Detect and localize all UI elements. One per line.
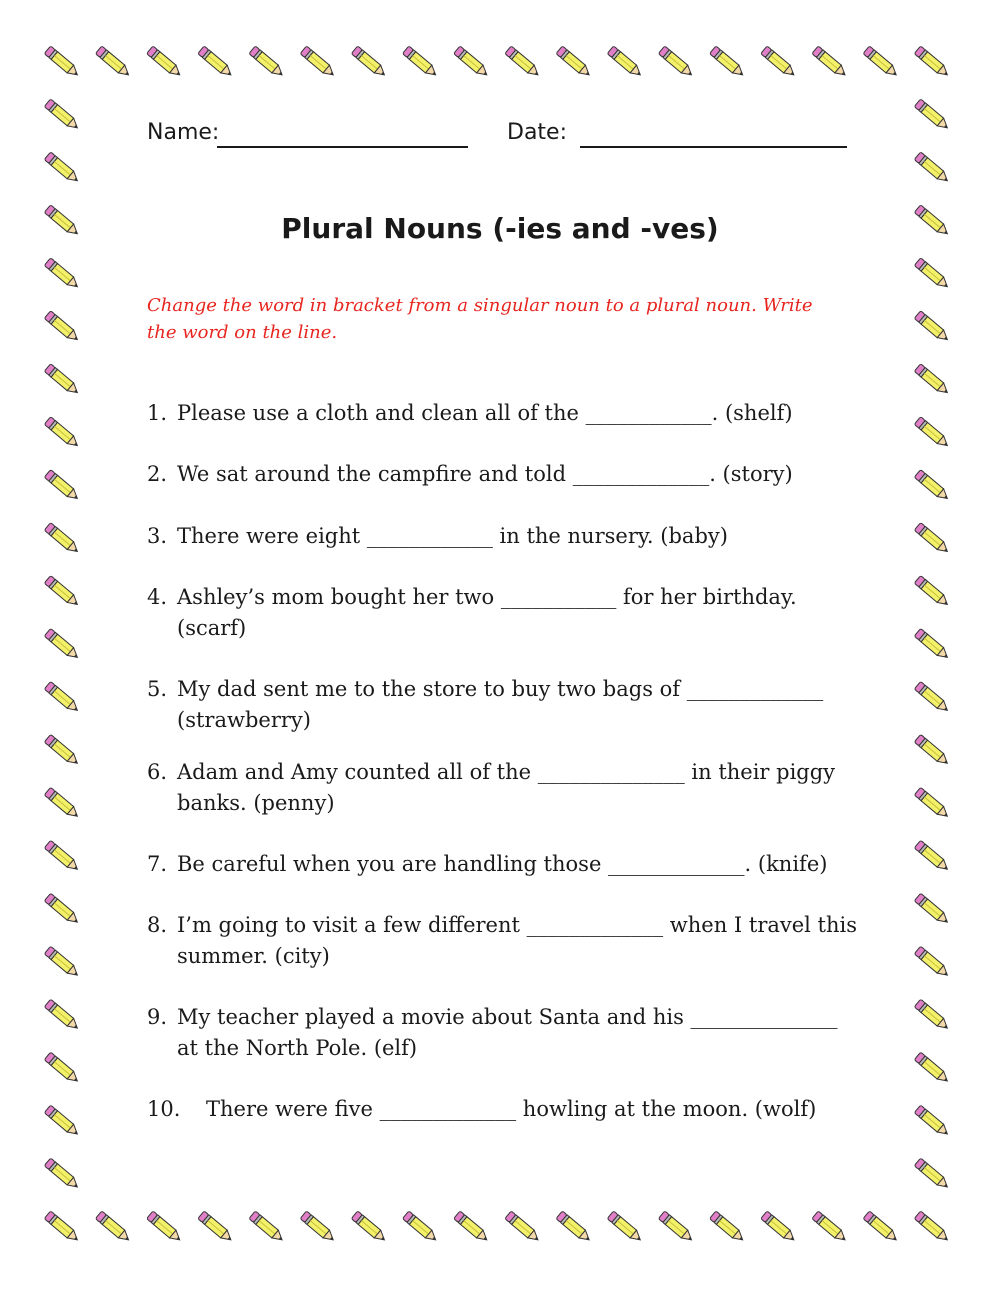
pencil-icon: [914, 470, 950, 503]
pencil-icon: [914, 1105, 950, 1138]
pencil-icon: [249, 1211, 285, 1244]
question-text: I’m going to visit a few different _____________ when I travel this summer. (city): [177, 913, 858, 968]
question-9: [147, 1002, 862, 1064]
pencil-icon: [914, 46, 950, 79]
pencil-icon: [44, 1052, 80, 1085]
question-text: My dad sent me to the store to buy two bags of _____________ (strawberry): [177, 677, 824, 732]
question-5: [147, 674, 862, 736]
pencil-icon: [658, 46, 694, 79]
pencil-icon: [505, 1211, 541, 1244]
pencil-icon: [300, 1211, 336, 1244]
pencil-icon: [44, 946, 80, 979]
pencil-icon: [44, 576, 80, 609]
pencil-icon: [914, 1158, 950, 1191]
pencil-icon: [505, 46, 541, 79]
pencil-icon: [914, 258, 950, 291]
pencil-icon: [44, 152, 80, 185]
pencil-icon: [710, 46, 746, 79]
page-title: Plural Nouns (-ies and -ves): [281, 212, 719, 245]
name-field-line[interactable]: [217, 146, 468, 148]
pencil-icon: [863, 1211, 899, 1244]
question-number: 1.: [147, 401, 168, 425]
pencil-icon: [44, 470, 80, 503]
question-text: Ashley’s mom bought her two ___________ for her birthday. (scarf): [177, 585, 797, 640]
pencil-icon: [914, 893, 950, 926]
question-number: 2.: [147, 462, 168, 486]
pencil-icon: [44, 1211, 80, 1244]
pencil-icon: [44, 1105, 80, 1138]
question-1: [147, 398, 862, 429]
pencil-icon: [44, 681, 80, 714]
pencil-icon: [44, 893, 80, 926]
pencil-icon: [198, 46, 234, 79]
pencil-icon: [914, 152, 950, 185]
pencil-icon: [914, 999, 950, 1032]
pencil-icon: [44, 258, 80, 291]
instructions-text: Change the word in bracket from a singular noun to a plural noun. Write the word on the line.: [147, 295, 813, 343]
question-text: There were five _____________ howling at the moon. (wolf): [206, 1097, 817, 1121]
pencil-icon: [351, 46, 387, 79]
pencil-icon: [914, 99, 950, 132]
name-label: Name:: [147, 120, 220, 145]
pencil-icon: [44, 99, 80, 132]
pencil-icon: [44, 364, 80, 397]
question-7: [147, 849, 862, 880]
pencil-icon: [914, 417, 950, 450]
name-date-header: [147, 120, 867, 156]
question-4: [147, 582, 862, 644]
question-number: 6.: [147, 760, 168, 784]
question-text: Adam and Amy counted all of the ______________ in their piggy banks. (penny): [177, 760, 836, 815]
pencil-icon: [914, 787, 950, 820]
question-10: [147, 1094, 862, 1125]
date-label: Date:: [507, 120, 567, 145]
pencil-icon: [44, 999, 80, 1032]
question-text: Be careful when you are handling those _____________. (knife): [177, 852, 828, 876]
question-2: [147, 459, 862, 490]
pencil-icon: [914, 946, 950, 979]
pencil-icon: [147, 46, 183, 79]
pencil-icon: [914, 576, 950, 609]
pencil-icon: [44, 1158, 80, 1191]
pencil-icon: [812, 46, 848, 79]
pencil-icon: [44, 628, 80, 661]
pencil-icon: [351, 1211, 387, 1244]
pencil-icon: [249, 46, 285, 79]
question-3: [147, 521, 862, 552]
question-number: 3.: [147, 524, 168, 548]
date-field-line[interactable]: [580, 146, 847, 148]
pencil-icon: [95, 1211, 131, 1244]
question-number: 9.: [147, 1005, 168, 1029]
pencil-icon: [761, 1211, 797, 1244]
pencil-icon: [402, 46, 438, 79]
pencil-icon: [914, 734, 950, 767]
pencil-icon: [710, 1211, 746, 1244]
pencil-icon: [44, 46, 80, 79]
pencil-icon: [863, 46, 899, 79]
pencil-icon: [95, 46, 131, 79]
pencil-icon: [607, 46, 643, 79]
pencil-icon: [556, 46, 592, 79]
pencil-icon: [914, 1052, 950, 1085]
question-text: Please use a cloth and clean all of the ____________. (shelf): [177, 401, 793, 425]
question-text: There were eight ____________ in the nursery. (baby): [177, 524, 728, 548]
question-text: My teacher played a movie about Santa and his ______________ at the North Pole. (elf): [177, 1005, 838, 1060]
pencil-icon: [761, 46, 797, 79]
pencil-icon: [44, 523, 80, 556]
pencil-icon: [300, 46, 336, 79]
pencil-icon: [44, 840, 80, 873]
pencil-icon: [454, 1211, 490, 1244]
question-number: 7.: [147, 852, 168, 876]
pencil-icon: [914, 311, 950, 344]
question-text: We sat around the campfire and told _____________. (story): [177, 462, 793, 486]
question-6: [147, 757, 862, 819]
question-number: 5.: [147, 677, 168, 701]
pencil-icon: [44, 787, 80, 820]
pencil-icon: [658, 1211, 694, 1244]
pencil-icon: [914, 1211, 950, 1244]
pencil-icon: [914, 523, 950, 556]
pencil-icon: [607, 1211, 643, 1244]
pencil-icon: [44, 734, 80, 767]
question-number: 10.: [147, 1097, 181, 1121]
question-number: 4.: [147, 585, 168, 609]
question-number: 8.: [147, 913, 168, 937]
pencil-icon: [44, 417, 80, 450]
pencil-icon: [914, 840, 950, 873]
pencil-icon: [147, 1211, 183, 1244]
pencil-icon: [914, 681, 950, 714]
pencil-icon: [556, 1211, 592, 1244]
pencil-icon: [198, 1211, 234, 1244]
pencil-icon: [44, 311, 80, 344]
pencil-icon: [402, 1211, 438, 1244]
question-8: [147, 910, 862, 972]
pencil-icon: [454, 46, 490, 79]
pencil-icon: [914, 628, 950, 661]
pencil-icon: [914, 364, 950, 397]
pencil-icon: [812, 1211, 848, 1244]
